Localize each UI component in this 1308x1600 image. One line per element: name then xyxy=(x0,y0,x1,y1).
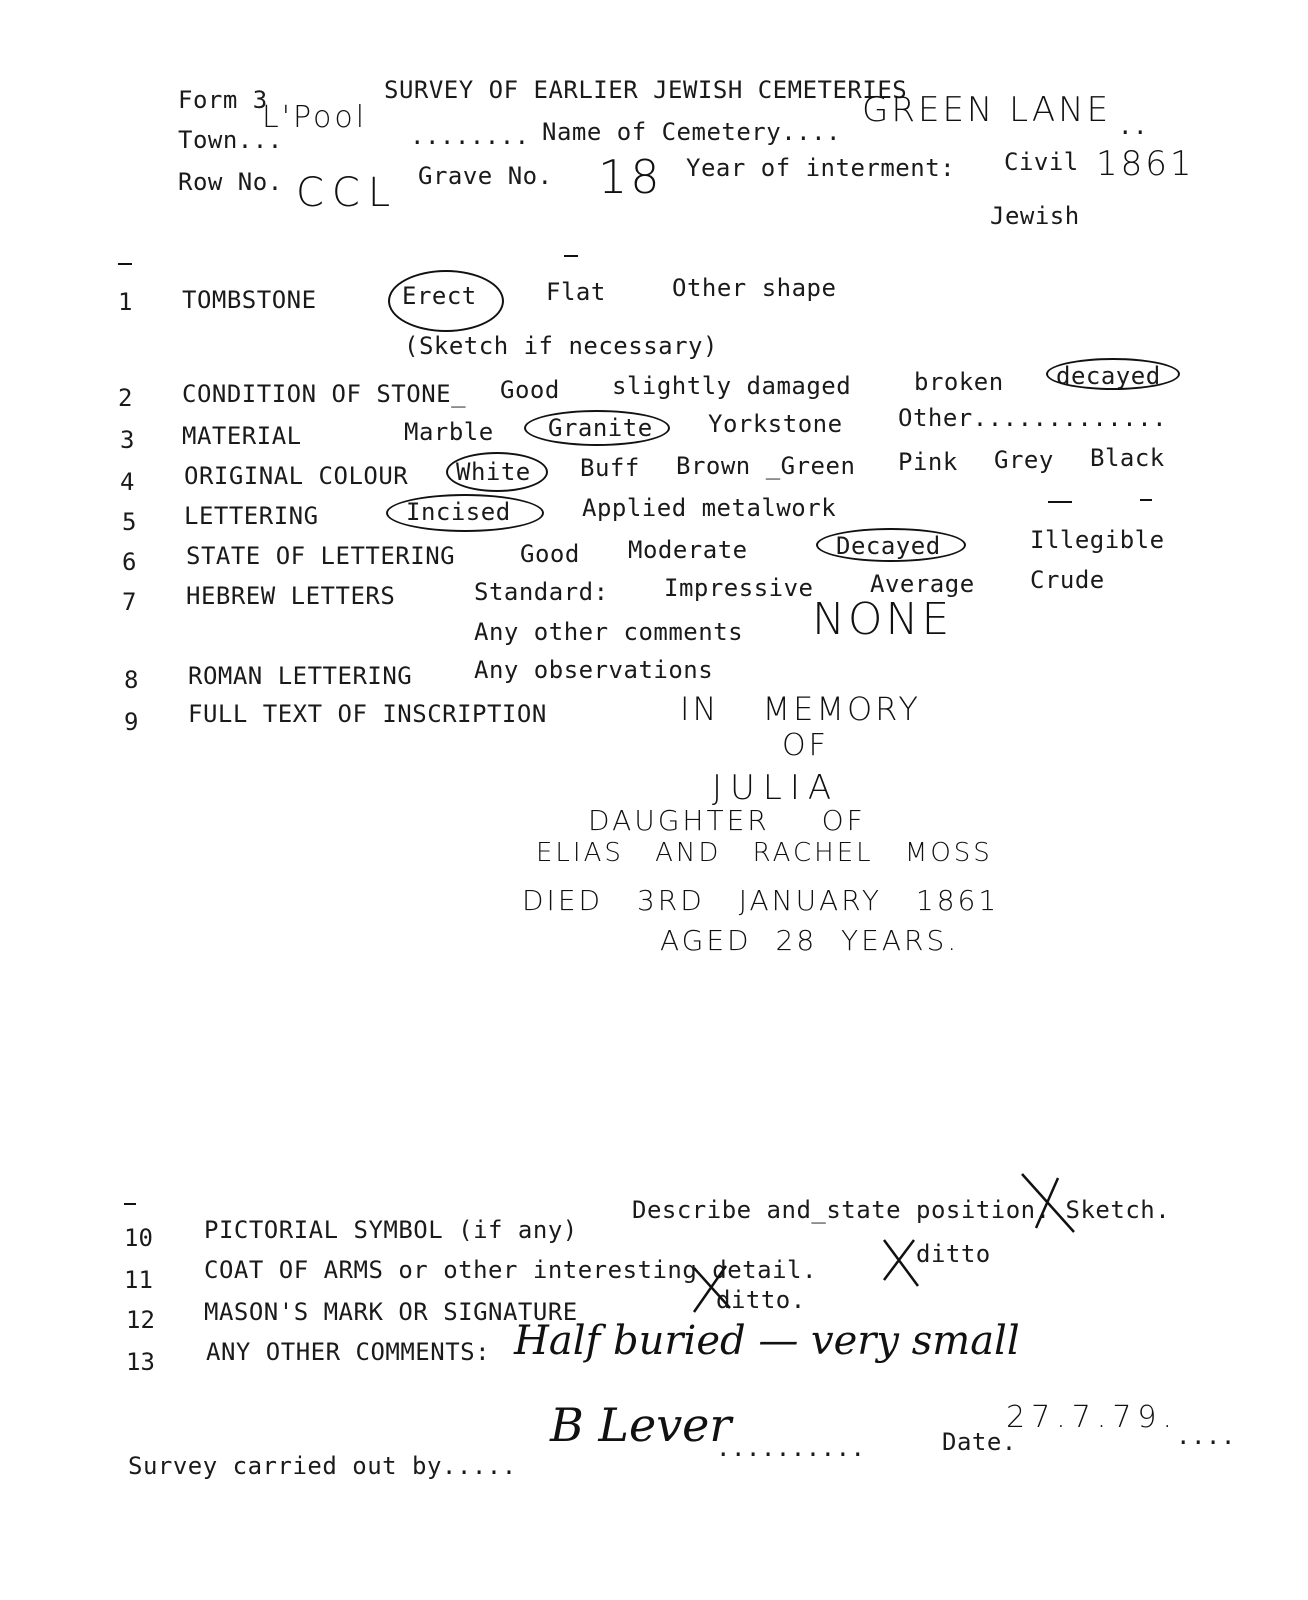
inscription-line-1: IN MEMORY xyxy=(680,690,921,728)
item-number-1: 1 xyxy=(118,288,133,316)
item-number-7: 7 xyxy=(122,588,137,616)
option-impressive: Impressive xyxy=(664,574,814,602)
town-label: Town... xyxy=(178,126,283,154)
grave-label: Grave No. xyxy=(418,162,553,190)
item-number-10: 10 xyxy=(124,1224,153,1252)
inscription-line-2: OF xyxy=(782,728,829,763)
item-number-3: 3 xyxy=(120,426,135,454)
option-other-material: Other............. xyxy=(898,404,1168,432)
option-incised: Incised xyxy=(406,498,511,526)
option-erect: Erect xyxy=(402,282,477,310)
option-buff: Buff xyxy=(580,454,640,482)
option-pink: Pink xyxy=(898,448,958,476)
civil-year-handwritten: 1861 xyxy=(1096,144,1195,184)
option-slightly-damaged: slightly damaged xyxy=(612,372,852,400)
survey-by-label: Survey carried out by..... xyxy=(128,1452,517,1480)
option-broken: broken xyxy=(914,368,1004,396)
town-handwritten: L'Pool xyxy=(262,100,368,135)
item-number-12: 12 xyxy=(126,1306,155,1334)
hebrew-comments-label: Any other comments xyxy=(474,618,744,646)
item-number-8: 8 xyxy=(124,666,139,694)
lettering-label: LETTERING xyxy=(184,502,319,530)
x-mark-coat-of-arms xyxy=(884,1240,918,1286)
row-label: Row No. xyxy=(178,168,283,196)
option-brown-green: Brown _Green xyxy=(676,452,856,480)
item-number-11: 11 xyxy=(124,1266,153,1294)
option-flat: Flat xyxy=(546,278,606,306)
other-comments-label: ANY OTHER COMMENTS: xyxy=(206,1338,491,1366)
civil-label: Civil xyxy=(1004,148,1079,176)
item-number-6: 6 xyxy=(122,548,137,576)
option-moderate: Moderate xyxy=(628,536,748,564)
option-black: Black xyxy=(1090,444,1165,472)
masons-mark-label: MASON'S MARK OR SIGNATURE xyxy=(204,1298,578,1326)
option-decayed-condition: decayed xyxy=(1056,362,1161,390)
option-crude: Crude xyxy=(1030,566,1105,594)
option-good-lettering: Good xyxy=(520,540,580,568)
survey-by-dots: .......... xyxy=(716,1434,866,1462)
item-number-9: 9 xyxy=(124,708,139,736)
x-mark-masons-mark xyxy=(694,1266,730,1312)
option-decayed-lettering: Decayed xyxy=(836,532,941,560)
date-dots: .... xyxy=(1176,1422,1236,1450)
year-label: Year of interment: xyxy=(686,154,956,182)
option-standard: Standard: xyxy=(474,578,609,606)
coat-of-arms-label: COAT OF ARMS or other interesting detail. xyxy=(204,1256,817,1284)
jewish-label: Jewish xyxy=(990,202,1080,230)
roman-observations-label: Any observations xyxy=(474,656,714,684)
option-applied-metalwork: Applied metalwork xyxy=(582,494,837,522)
roman-lettering-label: ROMAN LETTERING xyxy=(188,662,413,690)
item-number-2: 2 xyxy=(118,384,133,412)
option-average: Average xyxy=(870,570,975,598)
inscription-line-6: DIED 3RD JANUARY 1861 xyxy=(522,884,1000,917)
option-yorkstone: Yorkstone xyxy=(708,410,843,438)
item-number-5: 5 xyxy=(122,508,137,536)
pictorial-symbol-label: PICTORIAL SYMBOL (if any) xyxy=(204,1216,578,1244)
sketch-note: (Sketch if necessary) xyxy=(404,332,718,360)
option-white: White xyxy=(456,458,531,486)
form-title: SURVEY OF EARLIER JEWISH CEMETERIES xyxy=(384,76,908,104)
inscription-line-5: ELIAS AND RACHEL MOSS xyxy=(536,838,993,868)
row-handwritten: CCL xyxy=(296,170,399,216)
surveyor-signature: B Lever xyxy=(550,1398,732,1452)
material-label: MATERIAL xyxy=(182,422,302,450)
option-illegible: Illegible xyxy=(1030,526,1165,554)
tombstone-label: TOMBSTONE xyxy=(182,286,317,314)
dash-mark-3 xyxy=(1048,500,1152,502)
coat-of-arms-ditto: ditto xyxy=(916,1240,991,1268)
option-good-condition: Good xyxy=(500,376,560,404)
hebrew-letters-label: HEBREW LETTERS xyxy=(186,582,396,610)
other-comments-handwritten: Half buried — very small xyxy=(514,1318,1020,1364)
option-other-shape: Other shape xyxy=(672,274,837,302)
item-number-13: 13 xyxy=(126,1348,155,1376)
inscription-line-4: DAUGHTER OF xyxy=(588,804,866,837)
date-handwritten: 27.7.79. xyxy=(1006,1400,1179,1435)
condition-label: CONDITION OF STONE_ xyxy=(182,380,467,408)
colour-label: ORIGINAL COLOUR xyxy=(184,462,409,490)
option-granite: Granite xyxy=(548,414,653,442)
form-label: Form 3 xyxy=(178,86,268,114)
pictorial-symbol-note: Describe and_state position. Sketch. xyxy=(632,1196,1171,1224)
option-grey: Grey xyxy=(994,446,1054,474)
option-marble: Marble xyxy=(404,418,494,446)
inscription-line-7: AGED 28 YEARS. xyxy=(660,924,960,957)
item-number-4: 4 xyxy=(120,468,135,496)
town-dots: ........ xyxy=(410,122,530,150)
cemetery-name-dots: .. xyxy=(1118,112,1148,140)
state-of-lettering-label: STATE OF LETTERING xyxy=(186,542,456,570)
hebrew-comments-handwritten: NONE xyxy=(812,594,953,645)
date-label: Date. xyxy=(942,1428,1017,1456)
x-mark-position xyxy=(1022,1174,1074,1232)
grave-handwritten: 18 xyxy=(598,150,663,204)
inscription-line-3: JULIA xyxy=(712,768,840,808)
cemetery-name-handwritten: GREEN LANE xyxy=(862,90,1112,130)
masons-mark-ditto: ditto. xyxy=(716,1286,806,1314)
inscription-label: FULL TEXT OF INSCRIPTION xyxy=(188,700,547,728)
cemetery-name-label: Name of Cemetery.... xyxy=(542,118,841,146)
